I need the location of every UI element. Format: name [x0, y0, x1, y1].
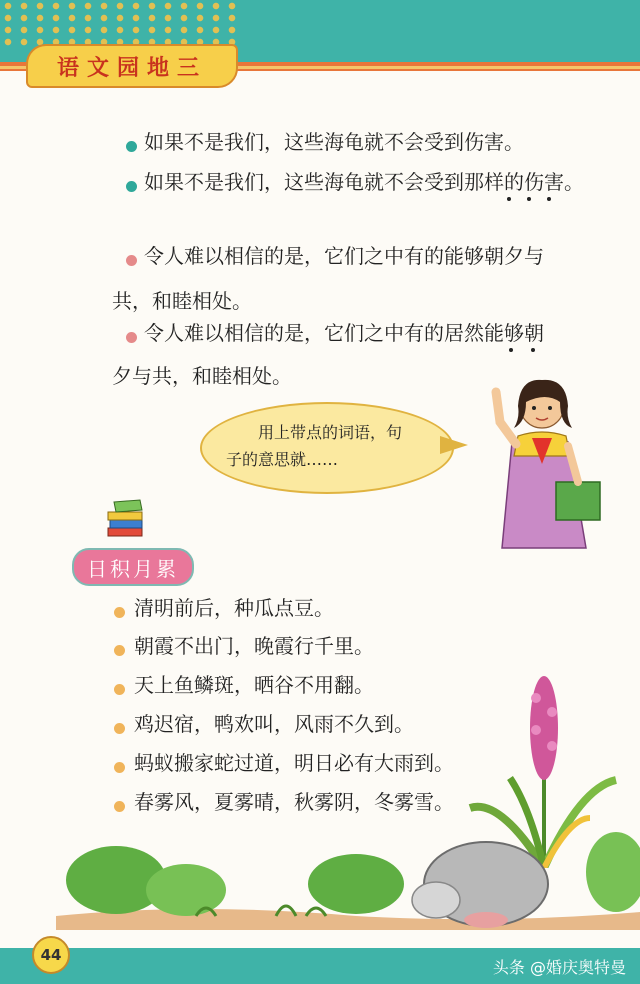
bullet-icon — [126, 332, 137, 343]
books-icon — [104, 498, 148, 542]
watermark: 头条 @婚庆奥特曼 — [492, 958, 626, 977]
bullet-icon — [114, 801, 125, 812]
speech-text: 子的意思就…… — [226, 450, 339, 469]
emphasis-dot — [509, 348, 513, 352]
emphasis-dot — [547, 197, 551, 201]
sentence-plain-cont: 共，和睦相处。 — [112, 289, 252, 313]
proverb-item: 鸡迟宿，鸭欢叫，风雨不久到。 — [134, 712, 414, 736]
emphasis-dot — [527, 197, 531, 201]
section-title-tag — [72, 548, 194, 586]
proverb-item: 天上鱼鳞斑，晒谷不用翻。 — [134, 673, 374, 697]
section-title: 日积月累 — [87, 556, 179, 581]
garden-scene — [56, 820, 640, 930]
emphasis-dot — [531, 348, 535, 352]
bullet-icon — [126, 255, 137, 266]
proverb-item: 清明前后，种瓜点豆。 — [134, 596, 334, 620]
bullet-icon — [114, 607, 125, 618]
speech-bubble-tail — [440, 436, 468, 454]
bullet-icon — [114, 645, 125, 656]
sentence-emphasized-cont: 夕与共，和睦相处。 — [112, 364, 292, 388]
unit-title-tag — [26, 44, 238, 88]
bullet-icon — [126, 181, 137, 192]
dot-pattern — [0, 0, 240, 50]
speech-text: 用上带点的词语，句 — [258, 423, 403, 442]
proverb-item: 春雾风，夏雾晴，秋雾阴，冬雾雪。 — [134, 790, 454, 814]
bullet-icon — [126, 141, 137, 152]
bullet-icon — [114, 762, 125, 773]
proverb-item: 朝霞不出门，晚霞行千里。 — [134, 634, 374, 658]
sentence-plain: 如果不是我们，这些海龟就不会受到伤害。 — [144, 130, 524, 154]
bullet-icon — [114, 684, 125, 695]
emphasis-dot — [507, 197, 511, 201]
sentence-plain: 令人难以相信的是，它们之中有的能够朝夕与 — [144, 244, 544, 268]
sentence-emphasized: 如果不是我们，这些海龟就不会受到那样的伤害。 — [144, 170, 584, 194]
proverb-item: 蚂蚁搬家蛇过道，明日必有大雨到。 — [134, 751, 454, 775]
page-number: 44 — [32, 936, 70, 974]
sentence-emphasized: 令人难以相信的是，它们之中有的居然能够朝 — [144, 321, 544, 345]
unit-title: 语文园地三 — [56, 55, 207, 81]
girl-illustration — [482, 372, 602, 552]
bullet-icon — [114, 723, 125, 734]
